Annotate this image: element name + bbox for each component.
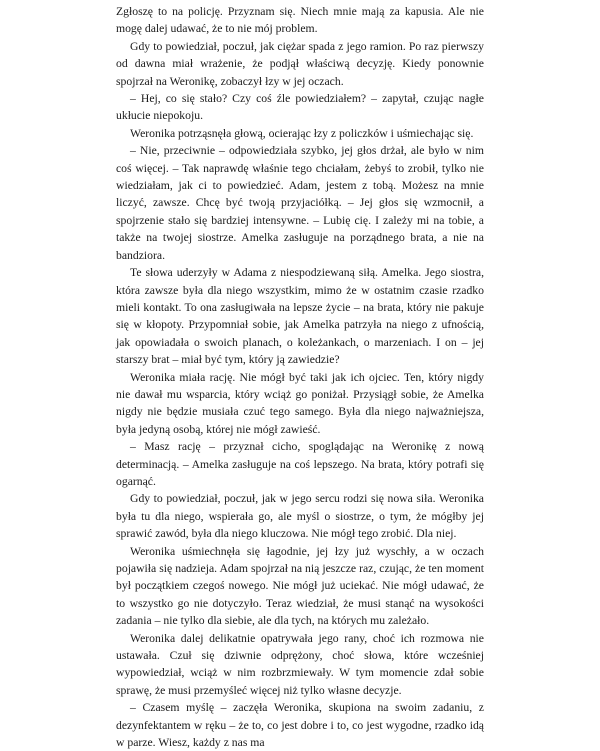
paragraph: Gdy to powiedział, poczuł, jak w jego sercu rodzi się nowa siła. Weronika była tu dla niego, wspierała go, ale myśl o siostrze, o tym, że mógłby jej sprawić zawód, była dla niego kluczowa. Nie mógł tego zrobić. Dla niej. <box>116 492 484 541</box>
paragraph: Weronika miała rację. Nie mógł być taki jak ich ojciec. Ten, który nigdy nie dawał mu wsparcia, który wciąż go poniżał. Przysiągł sobie, że Amelka nigdy nie będzie musiała czuć tego samego. Była dla niego najważniejsza, była jedyną osobą, której nie mógł zawieść. <box>116 370 484 436</box>
paragraph: Zgłoszę to na policję. Przyznam się. Niech mnie mają za kapusia. Ale nie mogę dalej udawać, że to nie mój problem. <box>116 5 484 36</box>
book-page-text <box>116 3 484 751</box>
paragraph: – Masz rację – przyznał cicho, spoglądając na Weronikę z nową determinacją. – Amelka zasługuje na coś lepszego. Na brata, który potrafi się ogarnąć. <box>116 440 484 488</box>
paragraph: Weronika potrząsnęła głową, ocierając łzy z policzków i uśmiechając się. <box>130 126 474 140</box>
paragraph: Gdy to powiedział, poczuł, jak ciężar spada z jego ramion. Po raz pierwszy od dawna miał wrażenie, że podjął właściwą decyzję. Kiedy ponownie spojrzał na Weronikę, zobaczył łzy w jej oczach. <box>116 39 484 88</box>
paragraph: – Czasem myślę – zaczęła Weronika, skupiona na swoim zadaniu, z dezynfektantem w ręku – że to, co jest dobre i to, co jest wygodne, rzadko idą w parze. Wiesz, każdy z nas ma <box>116 701 484 750</box>
paragraph: – Hej, co się stało? Czy coś źle powiedziałem? – zapytał, czując nagłe ukłucie niepokoju. <box>116 92 484 123</box>
paragraph: – Nie, przeciwnie – odpowiedziała szybko, jej głos drżał, ale było w nim coś więcej. – Tak naprawdę właśnie tego chciałam, żebyś to zrobił, tylko nie wiedziałam, jak ci to powiedzieć. Adam, jestem z tobą. Możesz na mnie liczyć, zawsze. Chcę być twoją przyjaciółką. – Jej głos się wzmocnił, a spojrzenie stało się bardziej intensywne. – Lubię cię. I zależy mi na tobie, a także na twojej siostrze. Amelka zasługuje na porządnego brata, a nie na bandziora. <box>116 144 484 262</box>
paragraph: Te słowa uderzyły w Adama z niespodziewaną siłą. Amelka. Jego siostra, która zawsze była dla niego wszystkim, mimo że w ostatnim czasie rzadko mieli kontakt. To ona zasługiwała na lepsze życie – na brata, który nie pakuje się w kłopoty. Przypomniał sobie, jak Amelka patrzyła na niego z ufnością, jak opowiadała o swoich planach, o koleżankach, o marzeniach. I on – jej starszy brat – miał być tym, który ją zawiedzie? <box>116 266 484 367</box>
paragraph: Weronika dalej delikatnie opatrywała jego rany, choć ich rozmowa nie ustawała. Czuł się dziwnie odprężony, choć słowa, które wcześniej wypowiedział, wciąż w nim rozbrzmiewały. W tym momencie zdał sobie sprawę, że musi przemyśleć więcej niż tylko własne decyzje. <box>116 631 484 697</box>
paragraph: Weronika uśmiechnęła się łagodnie, jej łzy już wyschły, a w oczach pojawiła się nadzieja. Adam spojrzał na nią jeszcze raz, czując, że ten moment był początkiem czegoś nowego. Nie mógł już uciekać. Nie mógł udawać, że to wszystko go nie dotyczyło. Teraz wiedział, że musi stanąć na wysokości zadania – nie tylko dla siebie, ale dla tych, na których mu zależało. <box>116 544 484 628</box>
